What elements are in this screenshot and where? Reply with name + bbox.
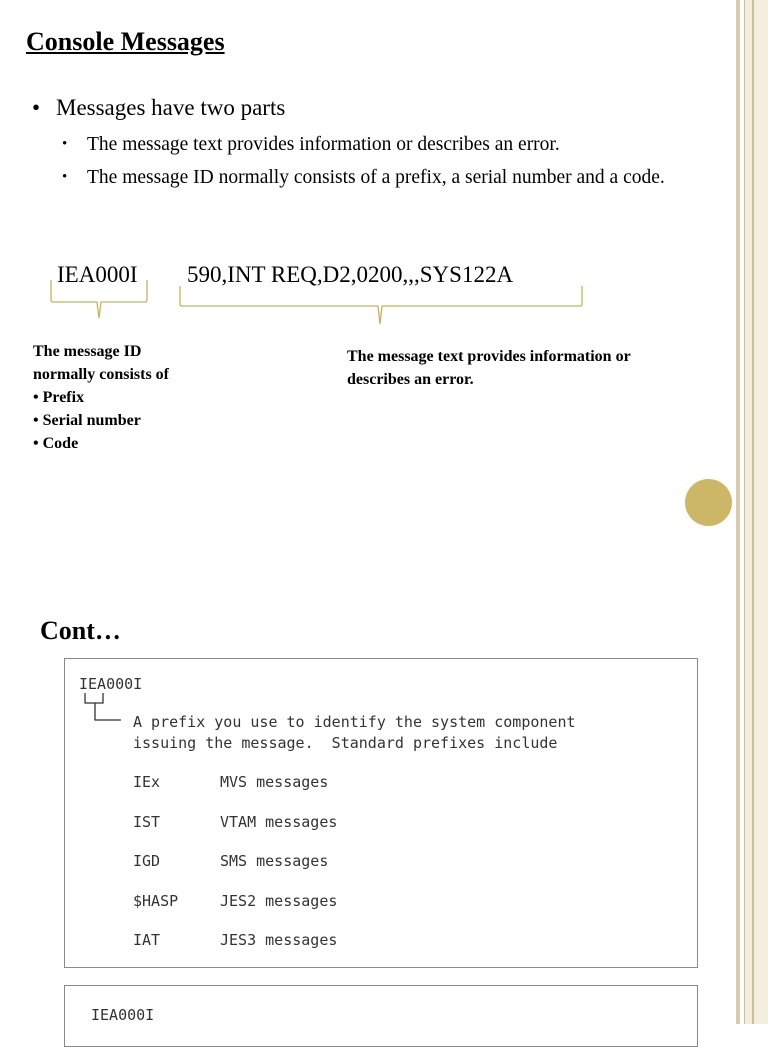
bullet-icon: •: [62, 136, 68, 152]
prefix-code: IGD: [133, 852, 161, 870]
example-message-text: 590,INT REQ,D2,0200,,,SYS122A: [187, 262, 514, 287]
decorative-stripe: [752, 0, 754, 1024]
decorative-stripe: [744, 0, 768, 1024]
second-explanation-box: [64, 985, 698, 1047]
prefix-code: $HASP: [133, 892, 179, 910]
prefix-desc: JES2 messages: [220, 892, 338, 910]
note-line: The message ID: [33, 343, 142, 360]
example-message-id: IEA000I: [57, 262, 138, 287]
prefix-code: IAT: [133, 931, 161, 949]
bullet-icon: •: [32, 95, 41, 120]
slide-title: Console Messages: [26, 27, 225, 56]
slide-title-cont: Cont…: [40, 616, 121, 645]
bullet-icon: •: [62, 169, 68, 185]
prefix-explanation-box: [64, 658, 698, 968]
note-item: • Serial number: [33, 412, 141, 429]
prefix-code: IST: [133, 813, 161, 831]
brace-left: [51, 280, 147, 318]
connector-icon: [81, 693, 141, 727]
main-bullet-text: Messages have two parts: [56, 95, 286, 120]
prefix-desc: SMS messages: [220, 852, 329, 870]
sub-bullet-text: The message text provides information or describes an error.: [87, 134, 560, 155]
description-line: issuing the message. Standard prefixes include: [133, 734, 558, 752]
prefix-desc: VTAM messages: [220, 813, 338, 831]
slide-divider: [0, 588, 736, 596]
note-item: • Prefix: [33, 389, 85, 406]
message-id-note: [33, 340, 169, 455]
brace-annotations: [0, 0, 736, 340]
prefix-desc: JES3 messages: [220, 931, 338, 949]
prefix-code: IEx: [133, 773, 161, 791]
message-text-note: The message text provides information or describes an error.: [347, 348, 631, 388]
note-line: normally consists of: [33, 366, 169, 383]
box-message-id: IEA000I: [79, 675, 143, 693]
box-message-id: IEA000I: [91, 1006, 155, 1024]
brace-right: [180, 286, 582, 324]
description-line: A prefix you use to identify the system component: [133, 713, 576, 731]
sub-bullet-text: The message ID normally consists of a prefix, a serial number and a code.: [87, 167, 665, 188]
prefix-desc: MVS messages: [220, 773, 329, 791]
note-item: • Code: [33, 435, 79, 452]
decorative-circle-icon: [685, 479, 732, 526]
